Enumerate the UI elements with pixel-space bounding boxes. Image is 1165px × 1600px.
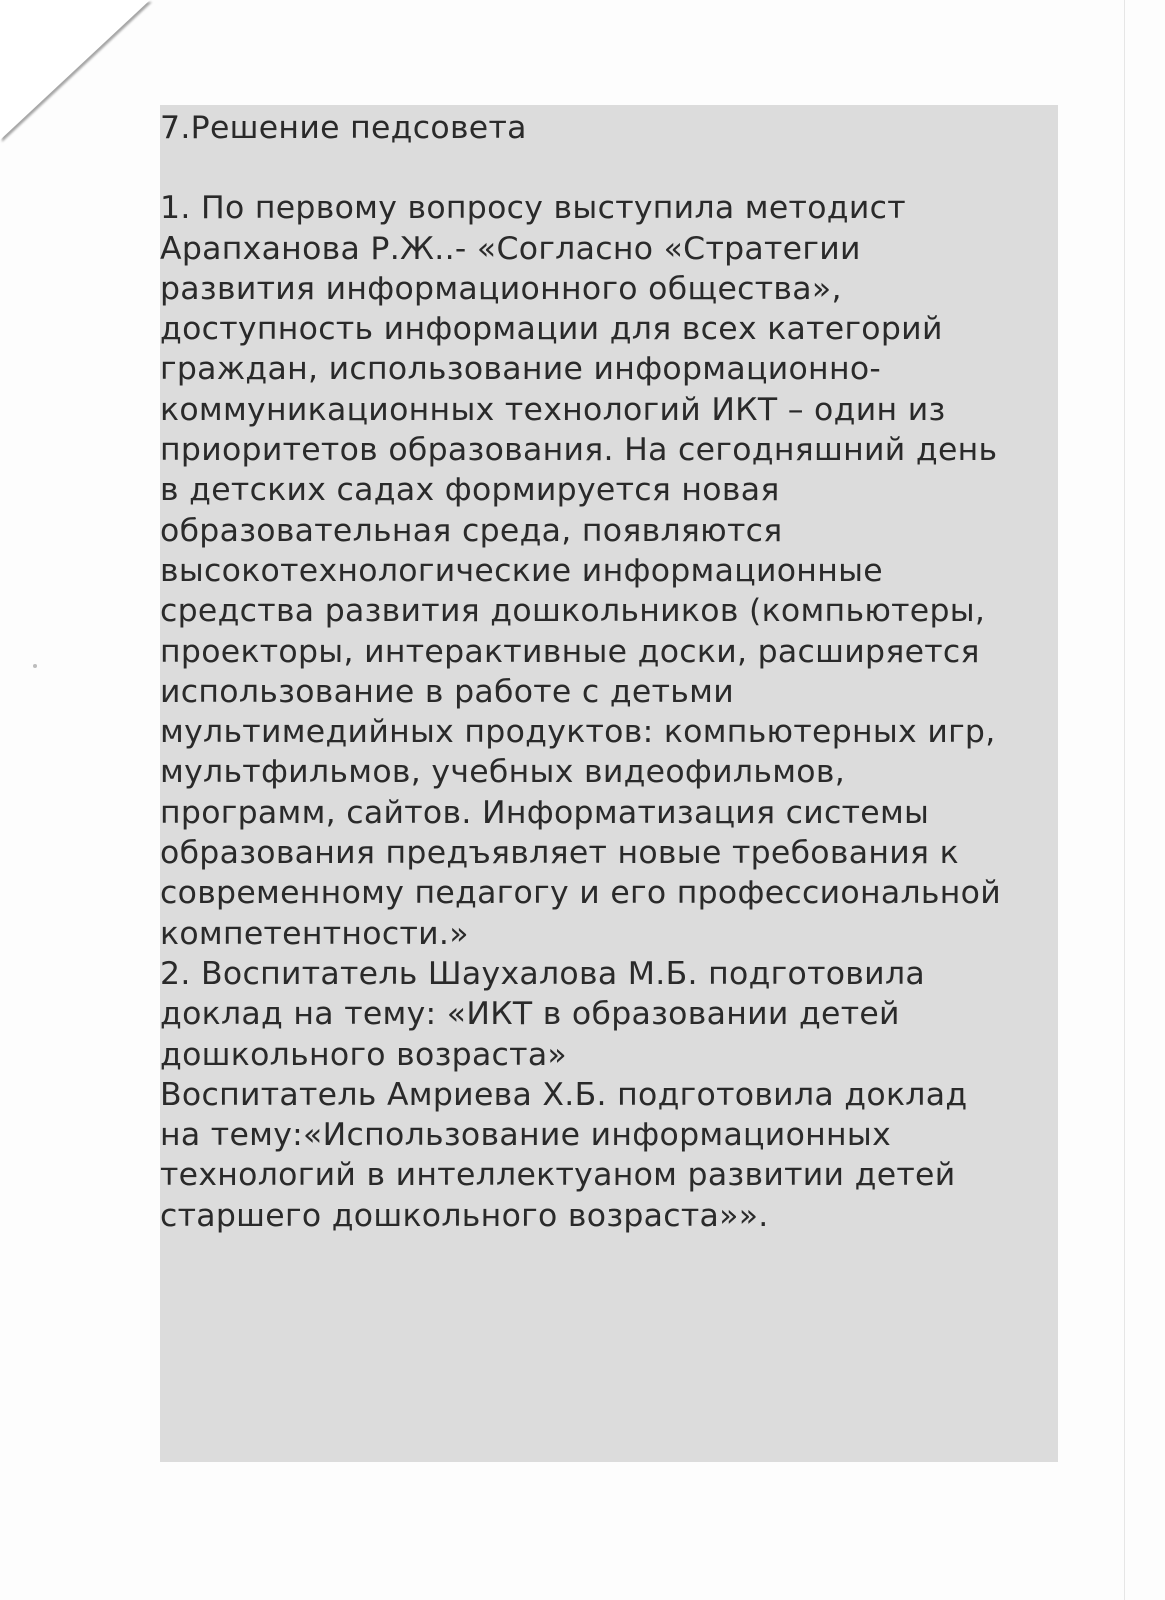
body-line: доклад на тему: «ИКТ в образовании детей [160,996,900,1033]
body-line: развития информационного общества», [160,270,842,307]
body-line: Арапханова Р.Ж..- «Согласно «Стратегии [160,230,861,267]
document-body [160,108,1060,1236]
body-line: Воспитатель Амриева Х.Б. подготовила доклад [160,1076,968,1113]
body-line: программ, сайтов. Информатизация системы [160,794,930,831]
body-line: старшего дошкольного возраста»». [160,1197,769,1234]
body-line: доступность информации для всех категорий [160,311,943,348]
body-line: в детских садах формируется новая [160,472,780,509]
body-line: приоритетов образования. На сегодняшний день [160,432,998,469]
body-line: высокотехнологические информационные [160,552,883,589]
body-line: коммуникационных технологий ИКТ – один из [160,391,946,428]
body-line: на тему:«Использование информационных [160,1117,892,1154]
body-line: проекторы, интерактивные доски, расширяется [160,633,980,670]
body-line: образования предъявляет новые требования к [160,835,959,872]
body-line: технологий в интеллектуаном развитии детей [160,1157,956,1194]
body-line: компетентности.» [160,915,469,952]
body-line: использование в работе с детьми [160,673,734,710]
body-line: мультфильмов, учебных видеофильмов, [160,754,846,791]
section-heading: 7.Решение педсовета [160,110,527,146]
body-line: 2. Воспитатель Шаухалова М.Б. подготовила [160,955,925,992]
body-line: мультимедийных продуктов: компьютерных игр, [160,714,996,751]
body-line: 1. По первому вопросу выступила методист [160,190,906,227]
body-line: средства развития дошкольников (компьютеры, [160,593,986,630]
page-edge-line [1124,0,1125,1600]
scan-speck [33,664,37,668]
body-line: современному педагогу и его профессиональной [160,875,1002,912]
blank-line [160,148,1060,188]
body-line: образовательная среда, появляются [160,512,783,549]
body-line: дошкольного возраста» [160,1036,568,1073]
body-line: граждан, использование информационно- [160,351,882,388]
folded-corner [0,0,150,140]
